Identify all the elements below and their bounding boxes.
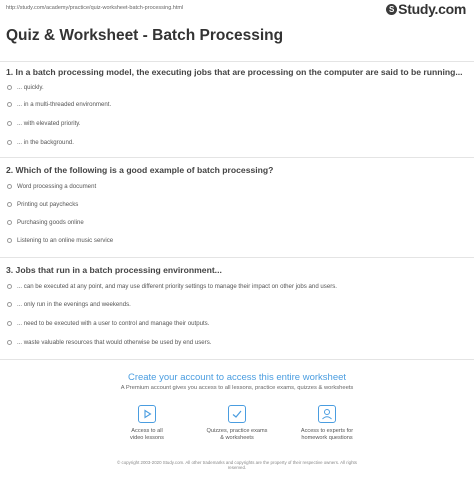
radio-button[interactable] [7, 121, 12, 126]
radio-button[interactable] [7, 102, 12, 107]
radio-button[interactable] [7, 284, 12, 289]
radio-button[interactable] [7, 321, 12, 326]
page-url: http://study.com/academy/practice/quiz-worksheet-batch-processing.html [6, 5, 184, 11]
answer-label: Word processing a document [17, 183, 97, 190]
page-title: Quiz & Worksheet - Batch Processing [6, 27, 284, 44]
expert-chat-icon [318, 405, 336, 423]
answer-option[interactable] [7, 320, 209, 327]
radio-button[interactable] [7, 184, 12, 189]
answer-option[interactable] [7, 283, 337, 290]
feature-line: Access to experts for [300, 428, 354, 434]
answer-option[interactable] [7, 101, 111, 108]
answer-option[interactable] [7, 139, 74, 146]
feature-video-lessons [102, 405, 192, 441]
question-1: 1. In a batch processing model, the executing jobs that are processing on the computer are said to be running... [6, 67, 463, 77]
answer-label: ... need to be executed with a user to control and manage their outputs. [17, 320, 210, 327]
answer-label: Listening to an online music service [17, 237, 114, 244]
quiz-icon [228, 405, 246, 423]
answer-option[interactable] [7, 219, 84, 226]
question-3: 3. Jobs that run in a batch processing environment... [6, 265, 222, 275]
divider [0, 157, 474, 158]
feature-line: Quizzes, practice exams [206, 428, 268, 434]
radio-button[interactable] [7, 302, 12, 307]
divider [0, 359, 474, 360]
answer-label: ... in a multi-threaded environment. [17, 101, 112, 108]
answer-option[interactable] [7, 339, 211, 346]
answer-option[interactable] [7, 201, 78, 208]
logo-mark: S [386, 4, 397, 15]
feature-line: Access to all [131, 428, 163, 434]
radio-button[interactable] [7, 220, 12, 225]
answer-option[interactable] [7, 84, 44, 91]
copyright-line: reserved. [227, 465, 247, 471]
copyright-line: © copyright 2003-2020 Study.com. All other trademarks and copyrights are the property of their respective owners. All rights [117, 460, 357, 465]
premium-description: A Premium account gives you access to all lessons, practice exams, quizzes & worksheets [120, 385, 354, 391]
answer-option[interactable] [7, 237, 113, 244]
feature-quizzes [192, 405, 282, 441]
feature-experts [282, 405, 372, 441]
radio-button[interactable] [7, 340, 12, 345]
answer-label: ... with elevated priority. [17, 120, 81, 127]
study-logo[interactable] [386, 1, 466, 17]
feature-line: & worksheets [220, 434, 254, 441]
answer-option[interactable] [7, 301, 131, 308]
answer-option[interactable] [7, 120, 81, 127]
video-lesson-icon [138, 405, 156, 423]
answer-label: ... only run in the evenings and weekends. [17, 301, 131, 308]
radio-button[interactable] [7, 85, 12, 90]
question-2: 2. Which of the following is a good example of batch processing? [6, 165, 274, 175]
divider [0, 257, 474, 258]
top-bar [0, 0, 474, 18]
copyright-footer [0, 460, 474, 471]
create-account-link[interactable]: Create your account to access this entire worksheet [127, 372, 347, 383]
answer-label: ... can be executed at any point, and may use different priority settings to manage their impact on other jobs and users. [17, 283, 337, 290]
answer-label: ... quickly. [17, 84, 44, 91]
answer-label: Purchasing goods online [17, 219, 84, 226]
answer-option[interactable] [7, 183, 96, 190]
feature-line: homework questions [301, 434, 353, 441]
answer-label: Printing out paychecks [17, 201, 79, 208]
logo-text: Study.com [398, 1, 466, 17]
premium-features [0, 405, 474, 451]
answer-label: ... in the background. [17, 139, 74, 146]
create-account-section [0, 372, 474, 391]
answer-label: ... waste valuable resources that would otherwise be used by end users. [17, 339, 212, 346]
radio-button[interactable] [7, 140, 12, 145]
radio-button[interactable] [7, 238, 12, 243]
feature-line: video lessons [130, 434, 164, 441]
divider [0, 61, 474, 62]
radio-button[interactable] [7, 202, 12, 207]
